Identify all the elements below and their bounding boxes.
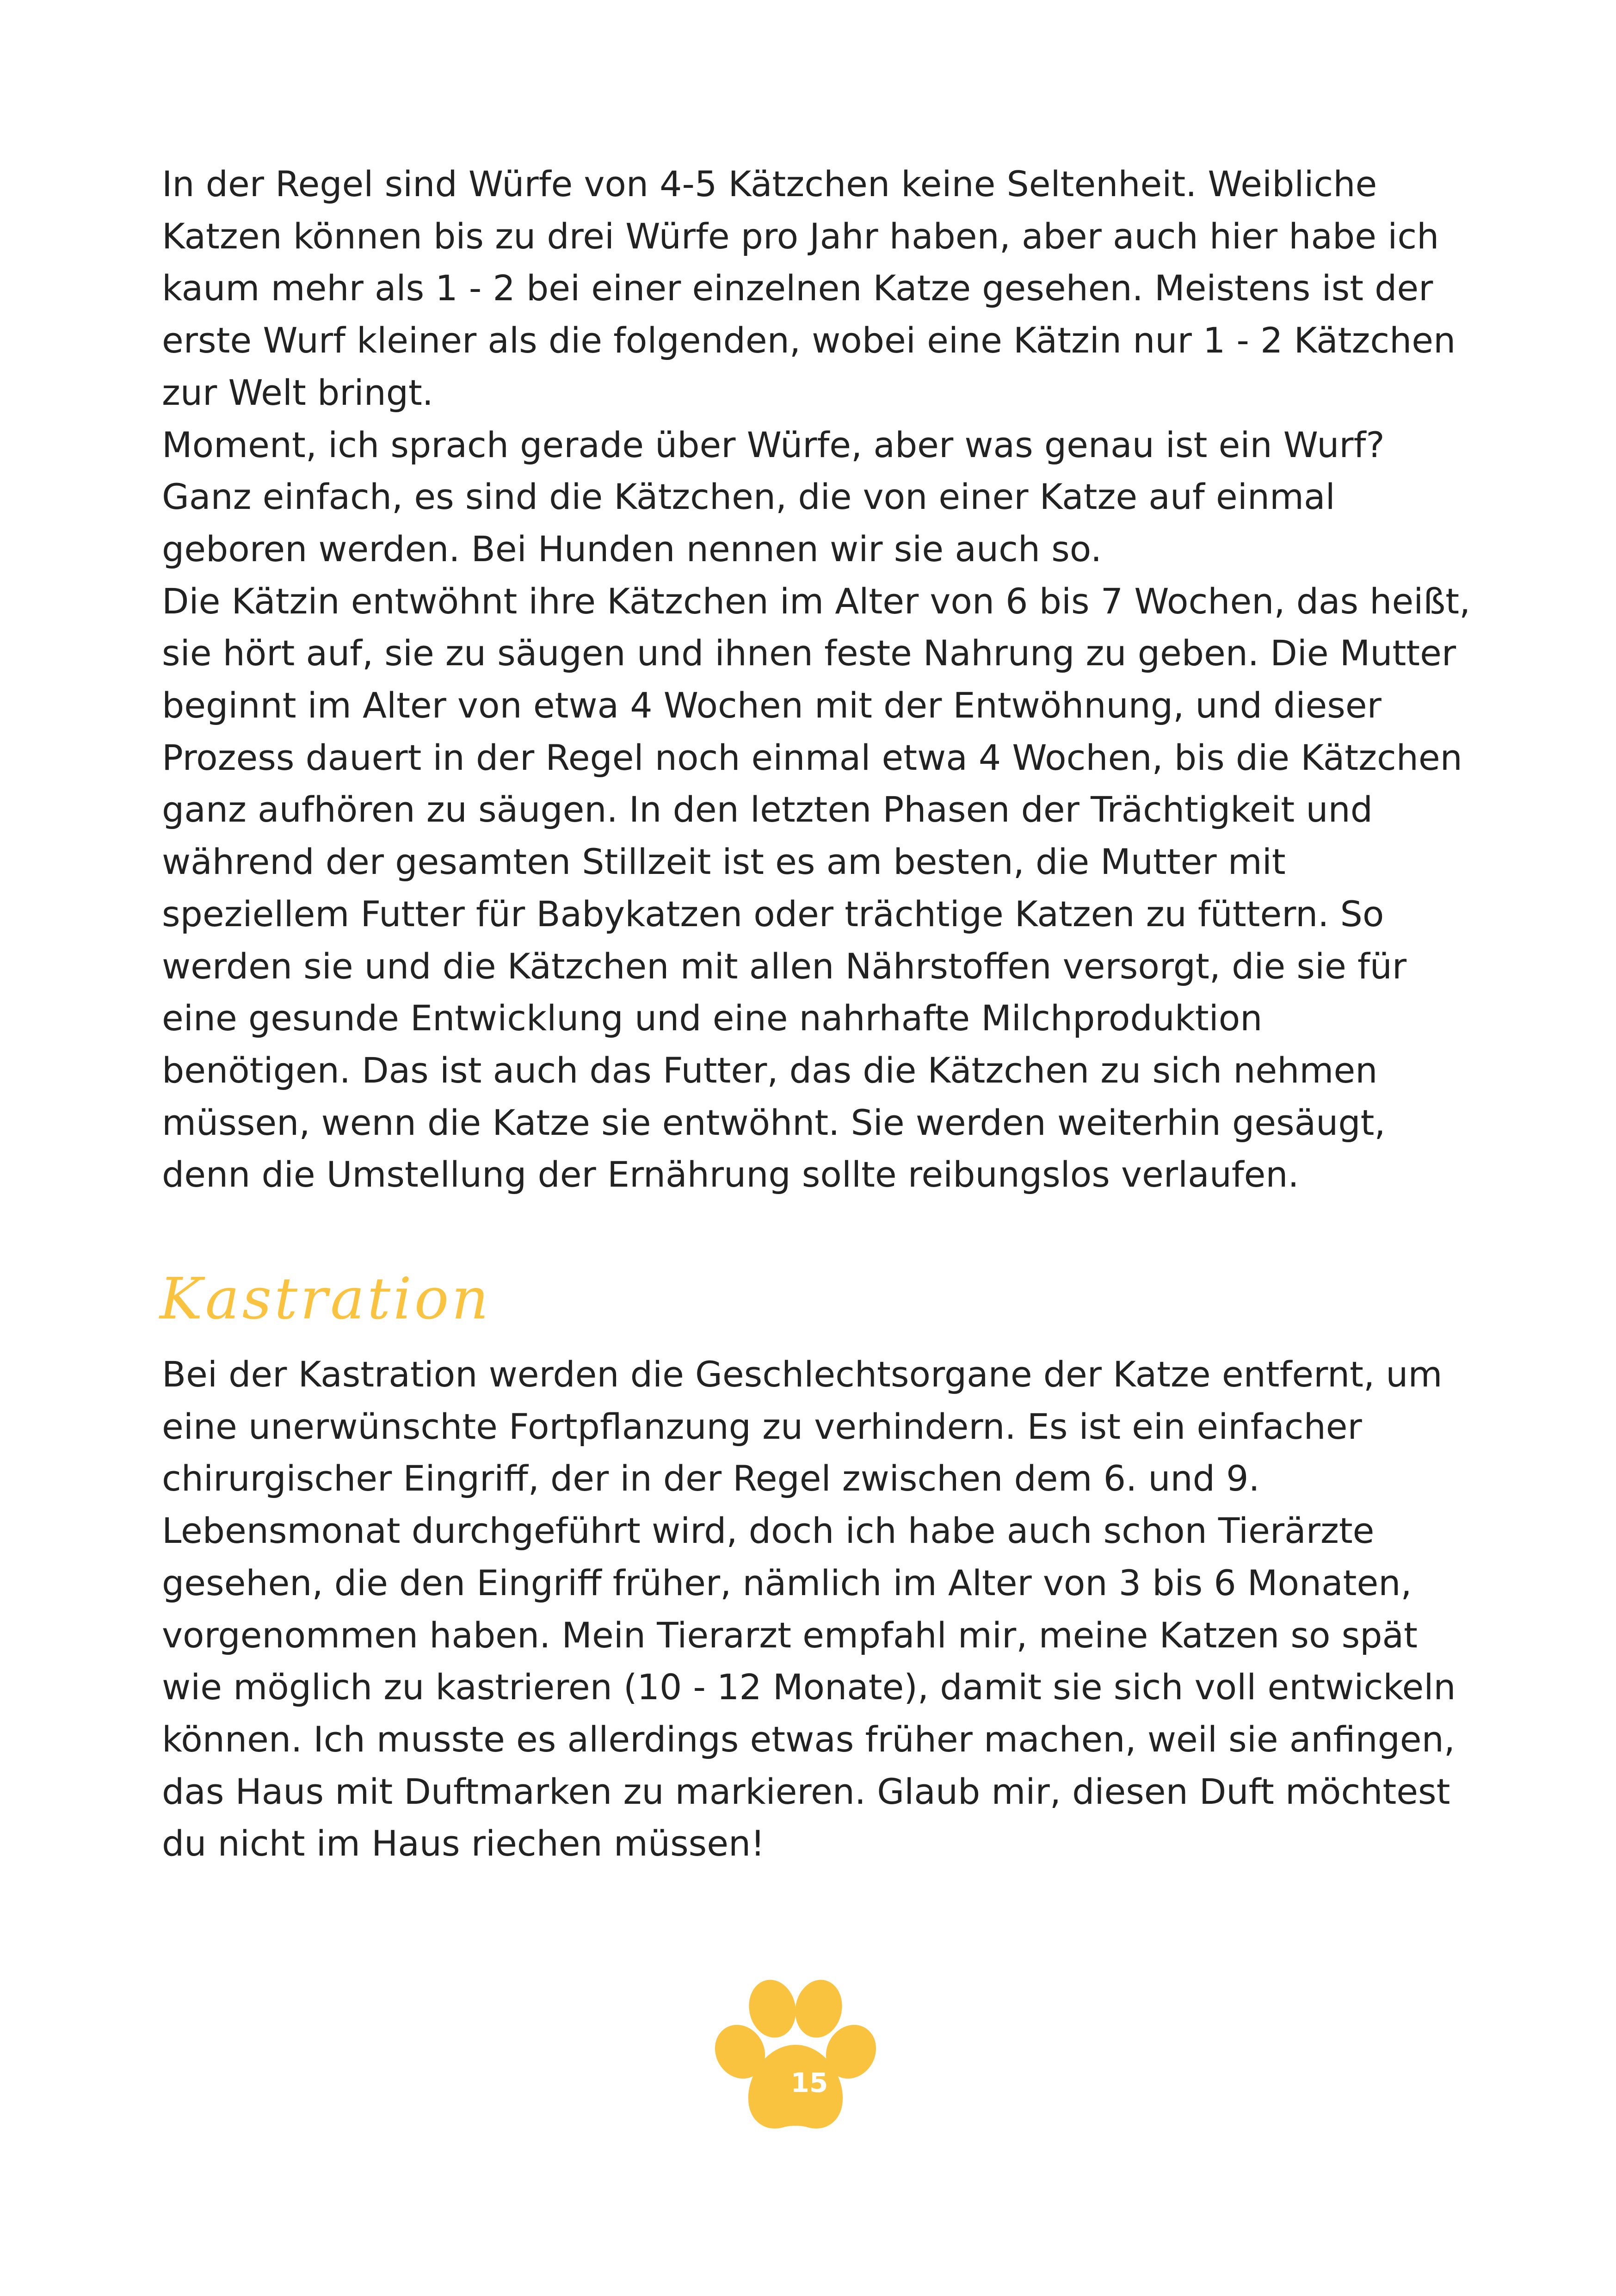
- text-line: denn die Umstellung der Ernährung sollte reibungslos verlaufen.: [162, 1154, 1299, 1195]
- paw-icon: [708, 1975, 883, 2151]
- text-line: ganz aufhören zu säugen. In den letzten Phasen der Trächtigkeit und: [162, 789, 1373, 830]
- text-line: das Haus mit Duftmarken zu markieren. Glaub mir, diesen Duft möchtest: [162, 1770, 1450, 1812]
- text-line: kaum mehr als 1 - 2 bei einer einzelnen Katze gesehen. Meistens ist der: [162, 267, 1433, 309]
- text-line: speziellem Futter für Babykatzen oder trächtige Katzen zu füttern. So: [162, 893, 1384, 934]
- text-line: Katzen können bis zu drei Würfe pro Jahr haben, aber auch hier habe ich: [162, 215, 1439, 257]
- text-line: In der Regel sind Würfe von 4-5 Kätzchen keine Seltenheit. Weibliche: [162, 163, 1377, 204]
- text-line: Moment, ich sprach gerade über Würfe, aber was genau ist ein Wurf?: [162, 424, 1385, 465]
- text-line: benötigen. Das ist auch das Futter, das die Kätzchen zu sich nehmen: [162, 1049, 1378, 1091]
- text-line: müssen, wenn die Katze sie entwöhnt. Sie werden weiterhin gesäugt,: [162, 1102, 1386, 1143]
- text-line: eine unerwünschte Fortpflanzung zu verhindern. Es ist ein einfacher: [162, 1405, 1362, 1447]
- text-line: eine gesunde Entwicklung und eine nahrhafte Milchproduktion: [162, 997, 1263, 1039]
- text-line: können. Ich musste es allerdings etwas früher machen, weil sie anfingen,: [162, 1718, 1455, 1760]
- text-line: Die Kätzin entwöhnt ihre Kätzchen im Alter von 6 bis 7 Wochen, das heißt,: [162, 580, 1471, 622]
- text-line: erste Wurf kleiner als die folgenden, wobei eine Kätzin nur 1 - 2 Kätzchen: [162, 320, 1456, 361]
- text-line: Ganz einfach, es sind die Kätzchen, die von einer Katze auf einmal: [162, 476, 1335, 518]
- text-line: gesehen, die den Eingriff früher, nämlich im Alter von 3 bis 6 Monaten,: [162, 1562, 1412, 1603]
- text-line: du nicht im Haus riechen müssen!: [162, 1823, 765, 1864]
- text-line: geboren werden. Bei Hunden nennen wir sie auch so.: [162, 528, 1102, 569]
- paragraph-kastration: [162, 1349, 1480, 1870]
- paragraph-litters-and-weaning: [162, 158, 1480, 1201]
- text-line: Lebensmonat durchgeführt wird, doch ich habe auch schon Tierärzte: [162, 1510, 1375, 1552]
- text-line: sie hört auf, sie zu säugen und ihnen feste Nahrung zu geben. Die Mutter: [162, 632, 1456, 674]
- text-line: chirurgischer Eingriff, der in der Regel zwischen dem 6. und 9.: [162, 1458, 1260, 1499]
- text-line: Bei der Kastration werden die Geschlechtsorgane der Katze entfernt, um: [162, 1354, 1443, 1395]
- text-line: zur Welt bringt.: [162, 371, 433, 413]
- text-line: vorgenommen haben. Mein Tierarzt empfahl mir, meine Katzen so spät: [162, 1614, 1418, 1656]
- page-number: 15: [790, 2067, 828, 2098]
- text-line: beginnt im Alter von etwa 4 Wochen mit der Entwöhnung, und dieser: [162, 685, 1382, 726]
- section-heading-kastration: Kastration: [160, 1266, 492, 1332]
- text-line: während der gesamten Stillzeit ist es am besten, die Mutter mit: [162, 841, 1286, 883]
- text-line: Prozess dauert in der Regel noch einmal etwa 4 Wochen, bis die Kätzchen: [162, 736, 1462, 778]
- text-line: wie möglich zu kastrieren (10 - 12 Monate), damit sie sich voll entwickeln: [162, 1666, 1456, 1708]
- text-line: werden sie und die Kätzchen mit allen Nährstoffen versorgt, die sie für: [162, 945, 1407, 987]
